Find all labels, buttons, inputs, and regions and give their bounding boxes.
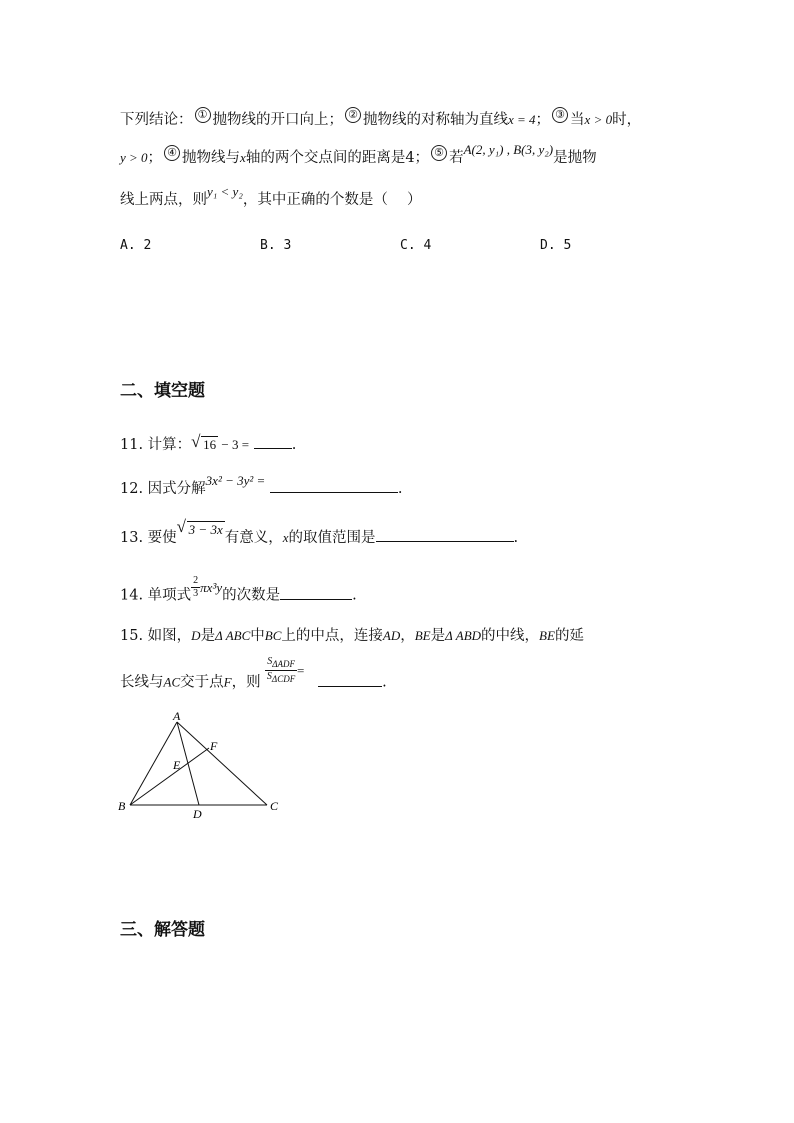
- segment-ac: [177, 722, 267, 805]
- answer-blank-11[interactable]: [254, 434, 292, 449]
- answer-blank-12[interactable]: [270, 478, 398, 493]
- label-c: C: [270, 799, 279, 813]
- label-b: B: [118, 799, 126, 813]
- circled-1: ①: [195, 107, 211, 123]
- option-b: B. 3: [260, 238, 292, 253]
- axis-expr: x = 4: [508, 112, 536, 127]
- option-d: D. 5: [540, 238, 572, 253]
- answer-blank-15[interactable]: [318, 672, 382, 687]
- label-f: F: [210, 739, 218, 753]
- option-a: A. 2: [120, 238, 152, 253]
- label-a: A: [173, 712, 181, 723]
- q10-line1: 下列结论： ① 抛物线的开口向上； ② 抛物线的对称轴为直线x = 4； ③ 当x > 0时，: [120, 109, 642, 128]
- cond-expr: x > 0: [584, 112, 613, 127]
- circled-4: ④: [164, 145, 180, 161]
- triangle-figure: [115, 712, 295, 822]
- q11: 11. 计算：√ 16 − 3 = .: [120, 434, 296, 455]
- answer-blank-14[interactable]: [280, 585, 352, 600]
- label-e: E: [173, 758, 181, 772]
- circled-5: ⑤: [431, 145, 447, 161]
- section-title-fill-in: 二、填空题: [120, 381, 205, 401]
- q12: 12. 因式分解3x² − 3y² = .: [120, 473, 403, 497]
- q10-line3: 线上两点，则y₁ < y₂，其中正确的个数是（ ）: [120, 184, 422, 208]
- points-expr: A(2, y₁) , B(3, y₂): [463, 142, 554, 157]
- area-ratio: $\frac{S_{\Delta ADF}}{S_{\Delta CDF}}$: [266, 656, 296, 684]
- y-positive-expr: y > 0: [120, 150, 148, 165]
- q10-line2: y > 0； ④ 抛物线与x轴的两个交点间的距离是4； ⑤ 若A(2, y₁) , B(3, y₂)是抛物: [120, 142, 597, 166]
- sqrt-3-3x: √ 3 − 3x: [177, 520, 225, 540]
- q13: 13. 要使√ 3 − 3x有意义，x的取值范围是 .: [120, 527, 518, 548]
- q15-line2: 长线与AC交于点F，则 $\frac{S_{\Delta ADF}}{S_{\Delta CDF}}$ = .: [120, 656, 387, 691]
- circled-3: ③: [552, 107, 568, 123]
- inequality-expr: y₁ < y₂: [207, 184, 243, 199]
- fraction-2-3: $\frac{2}{3}$: [193, 575, 199, 599]
- label-d: D: [193, 807, 202, 821]
- sqrt-16: √ 16: [191, 435, 218, 455]
- q15-line1: 15. 如图，D是Δ ABC中BC上的中点，连接AD，BE是Δ ABD的中线，BE的延: [120, 628, 584, 644]
- circled-2: ②: [345, 107, 361, 123]
- option-c: C. 4: [400, 238, 432, 253]
- section-title-solutions: 三、解答题: [120, 920, 205, 940]
- segment-ab: [130, 722, 177, 805]
- answer-blank-13[interactable]: [376, 527, 514, 542]
- q14: 14. 单项式 $\frac{2}{3}$ πx³y的次数是 .: [120, 575, 357, 604]
